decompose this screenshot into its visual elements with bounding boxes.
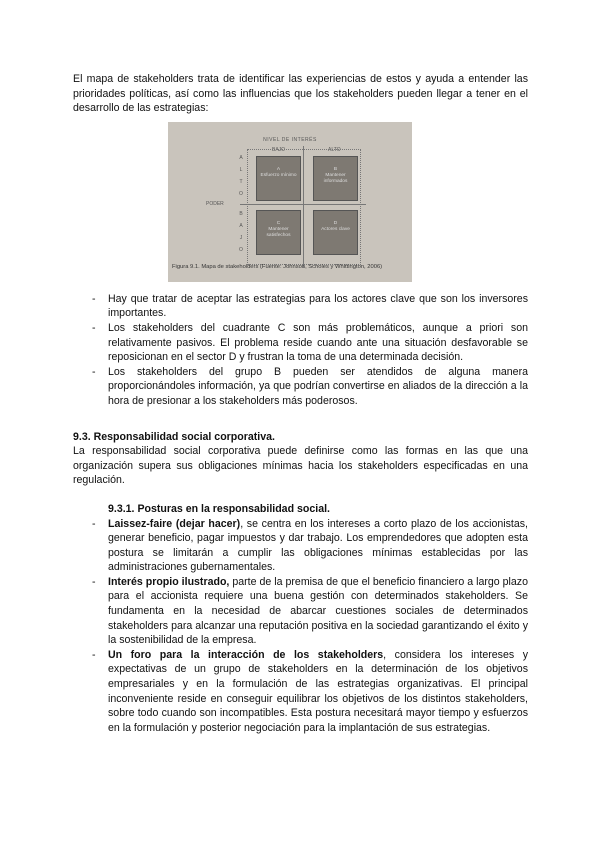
- stakeholder-map-figure: [168, 122, 412, 282]
- section-heading: 9.3. Responsabilidad social corporativa.: [73, 430, 275, 443]
- figure-row-low: B A J O: [239, 210, 243, 253]
- figure-row-high: A L T O: [239, 154, 243, 197]
- subsection-heading: 9.3.1. Posturas en la responsabilidad social.: [108, 502, 330, 515]
- list-item: - Hay que tratar de aceptar las estrategias para los actores clave que son los inversores importantes.: [73, 292, 528, 321]
- figure-col-high: ALTO: [328, 146, 341, 153]
- quadrant-b: B Mantener informados: [313, 156, 358, 201]
- subsection: [73, 502, 528, 736]
- quadrant-c: C Mantener satisfechos: [256, 210, 301, 255]
- list-item: - Los stakeholders del cuadrante C son más problemáticos, aunque a priori son relativamente pasivos. El problema reside cuando ante una situación desfavorable se reposicionan en el sector D y frustran la toma de una determinada decisión.: [73, 321, 528, 365]
- document-page: [73, 72, 528, 735]
- figure-top-label: NIVEL DE INTERÉS: [263, 136, 317, 143]
- list-item: - Los stakeholders del grupo B pueden ser atendidos de alguna manera proporcionándoles información, ya que podrían convertirse en aliados de la dirección a la hora de presionar a los stakeholders más poderosos.: [73, 365, 528, 409]
- figure-vertical-axis: [303, 146, 304, 268]
- intro-paragraph: El mapa de stakeholders trata de identificar las experiencias de estos y ayuda a entender las prioridades políticas, así como las influencias que los stakeholders pueden llegar a tener en el desarrollo de las estrategias:: [73, 73, 528, 115]
- figure-caption: Figura 9.1. Mapa de stakeholders (Fuente: Johnson, Scholes y Whittington, 2006): [172, 264, 383, 271]
- posture-list: [73, 517, 528, 736]
- list-item: - Laissez-faire (dejar hacer), se centra en los intereses a corto plazo de los accionistas, generar beneficio, pagar impuestos y dar trabajo. Los emprendedores que adopten esta postura se limitarán a cumplir las obligaciones mínimas establecidas por las administraciones gubernamentales.: [73, 517, 528, 575]
- bullet-list: [73, 292, 528, 409]
- quadrant-d: D Actores clave: [313, 210, 358, 255]
- figure-axis-label: PODER: [206, 200, 224, 207]
- section-paragraph: La responsabilidad social corporativa puede definirse como las formas en las que una organización supera sus obligaciones mínimas hacia los stakeholders especificadas en una regulación.: [73, 445, 528, 487]
- list-item: - Interés propio ilustrado, parte de la premisa de que el beneficio financiero a largo plazo para el accionista requiere una buena gestión con determinados stakeholders. Se fundamenta en la necesidad de abarcar cuestiones sociales de determinados stakeholders para alcanzar una reputación positiva en la sociedad garantizando el éxito y la sostenibilidad de la empresa.: [73, 575, 528, 648]
- quadrant-a: A Esfuerzo mínimo: [256, 156, 301, 201]
- list-item: - Un foro para la interacción de los stakeholders, considera los intereses y expectativas de un grupo de stakeholders en la determinación de los objetivos empresariales y en la formulación de las estrategias organizativas. El principal inconveniente reside en conseguir equilibrar los objetivos de los distintos stakeholders, sobre todo cuando son incompatibles. Esta postura necesitará mayor tiempo y esfuerzos en la formulación y posterior negociación para la implantación de sus estrategias.: [73, 648, 528, 736]
- figure-col-low: BAJO: [272, 146, 286, 153]
